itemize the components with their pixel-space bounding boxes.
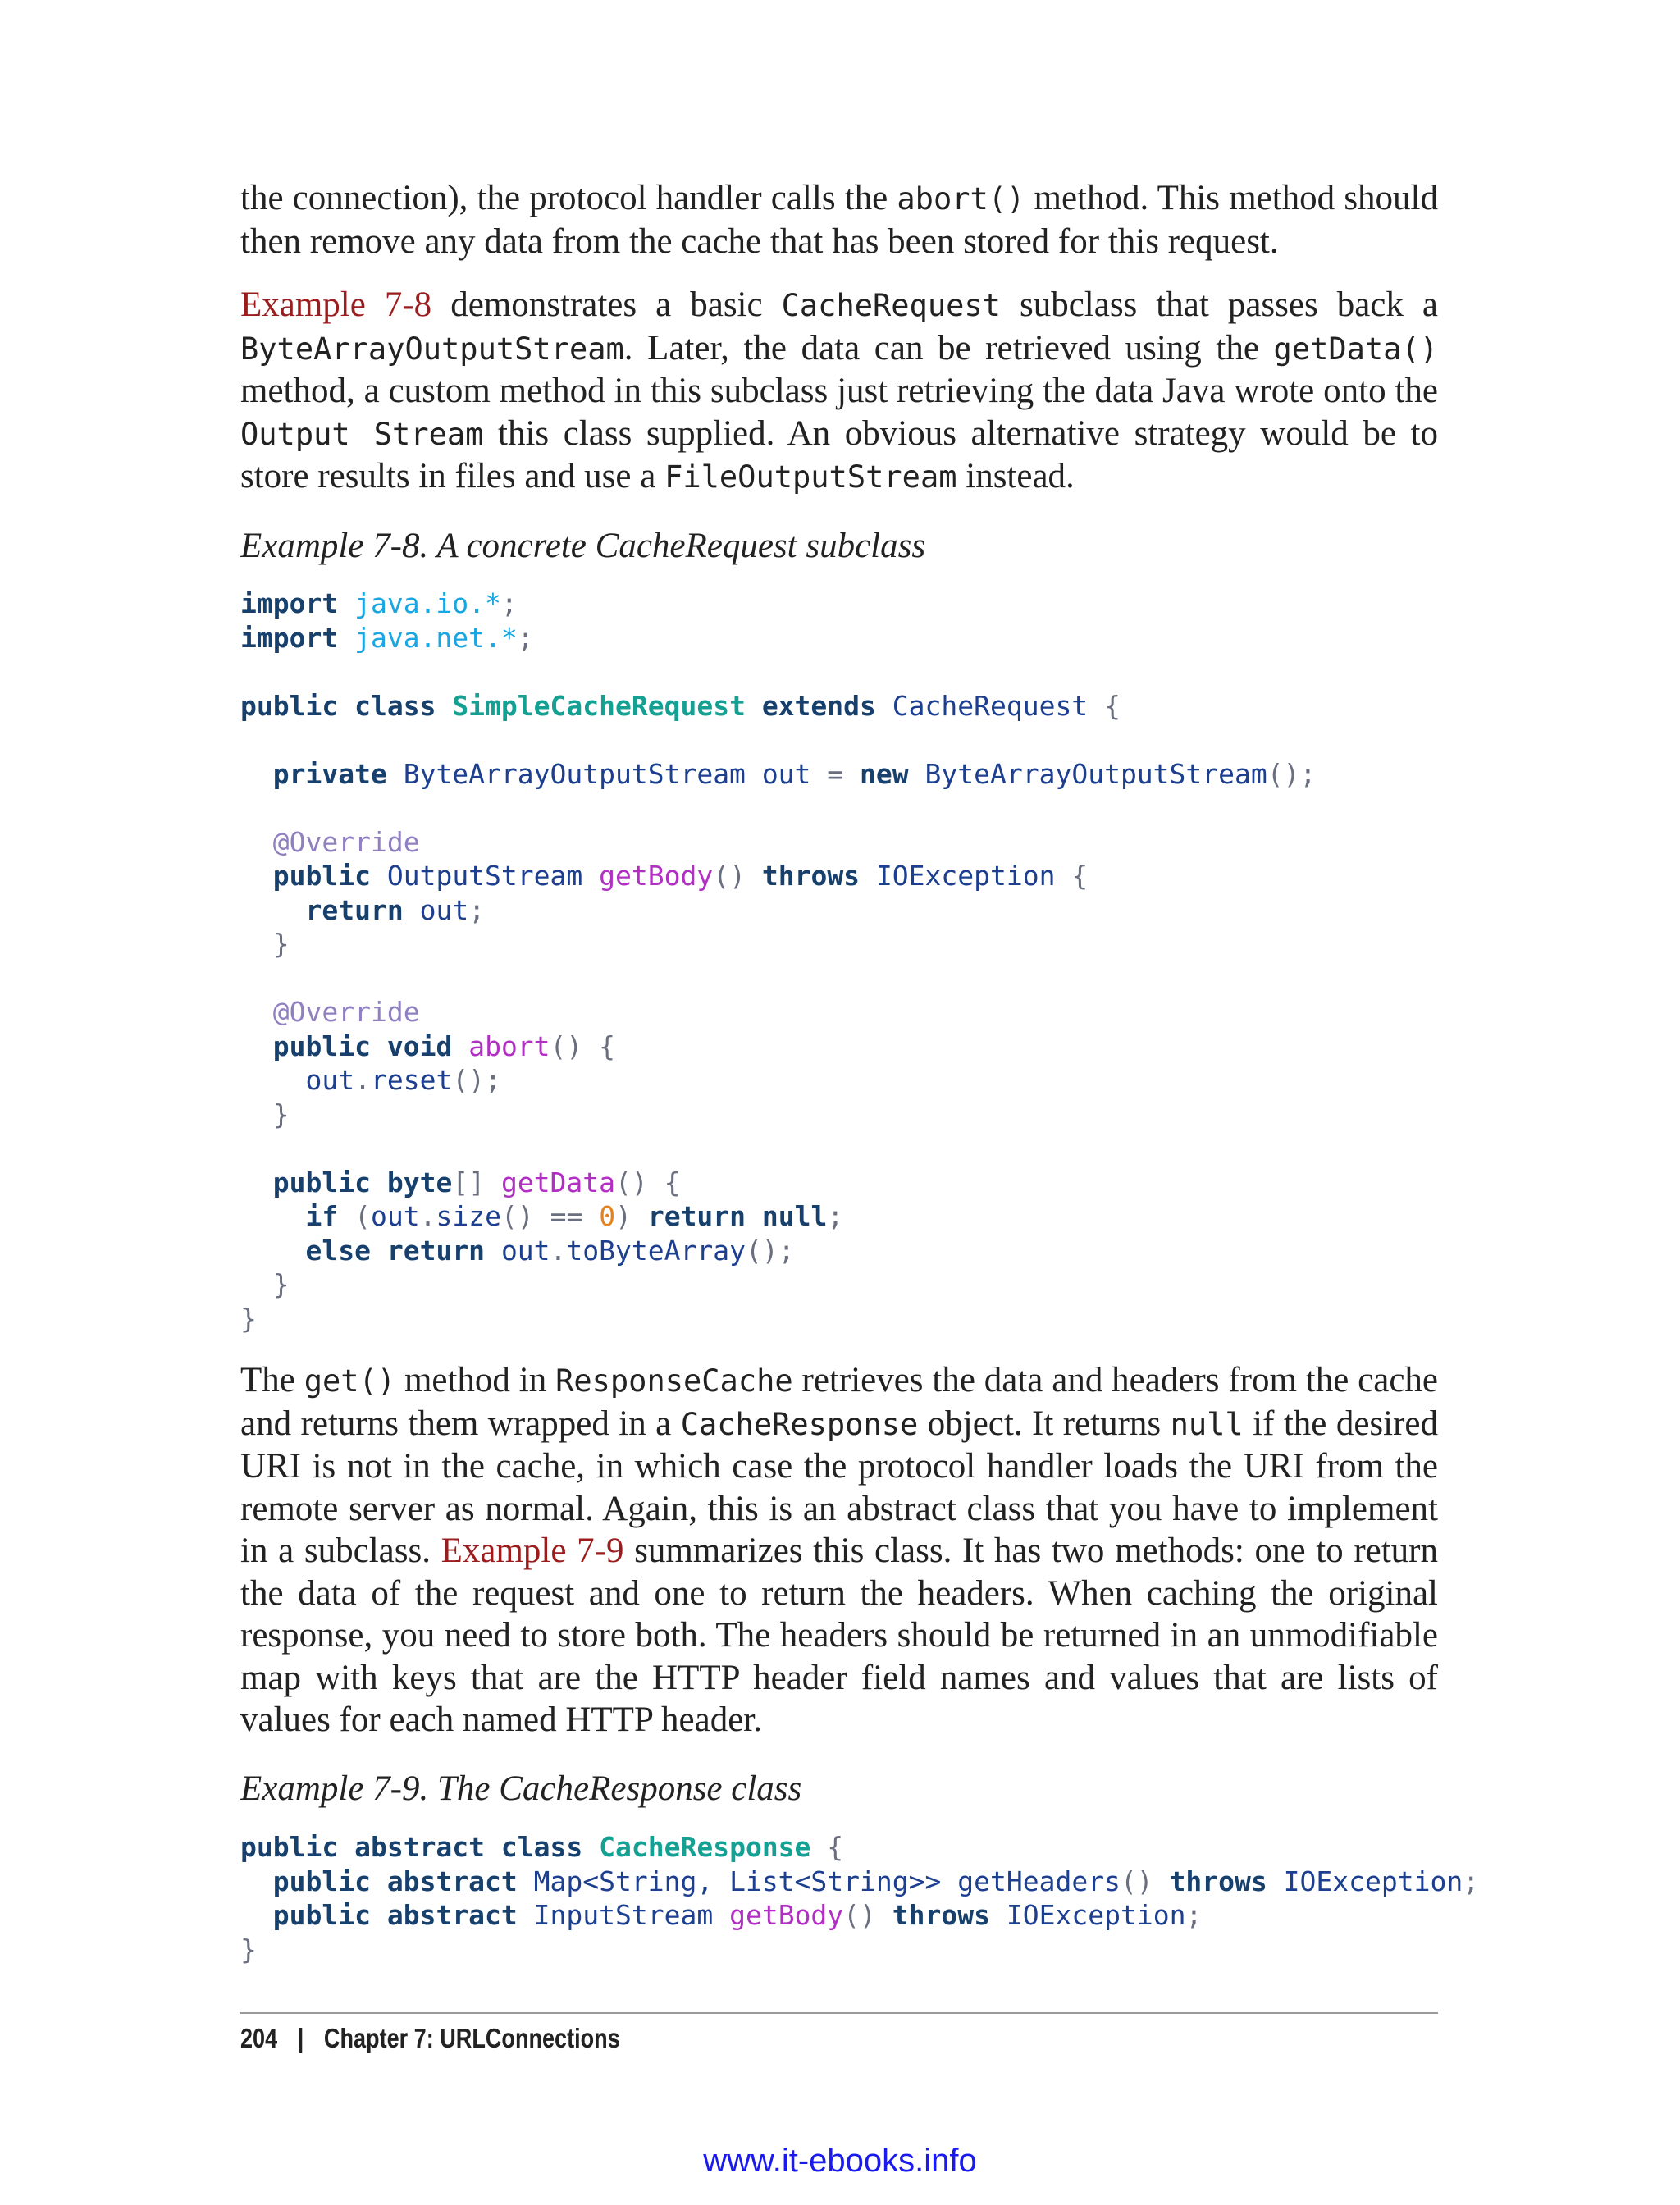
text: The [240,1361,304,1399]
text: this class supplied. An obvious alternative strategy would be to store results in files and use a [240,413,1438,495]
text: method, a custom method in this subclass just retrieving the data Java wrote onto the [240,372,1438,410]
text: object. It returns [918,1404,1171,1443]
code-token: if [305,1200,339,1232]
footer-divider [240,2012,1438,2014]
code-token: void [386,1029,453,1062]
code-token: import [240,621,339,654]
paragraph-abort-method [240,177,1438,262]
code-token: throws [892,1899,991,1931]
code-token: public [272,1166,371,1198]
code-token: java.net.* [354,621,518,654]
inline-code: get() [304,1363,396,1399]
text: the connection), the protocol handler calls the [240,179,897,217]
code-token: byte [386,1166,453,1198]
code-token: class [354,689,436,722]
code-token: CacheResponse [599,1831,811,1863]
code-token: public [272,860,371,892]
code-token: size [436,1200,501,1232]
code-token: else [305,1234,371,1267]
code-token: public [240,689,339,722]
code-token: public [272,1029,371,1062]
code-token: public [272,1865,371,1897]
code-token: abstract [386,1899,518,1931]
text: . Later, the data can be retrieved using the [623,328,1274,368]
text: method in [395,1361,556,1399]
inline-code: FileOutputStream [664,459,957,495]
code-token: OutputStream [386,860,583,892]
code-token: public [272,1899,371,1931]
code-token: throws [1169,1865,1267,1897]
code-token: @Override [272,996,420,1028]
inline-code: Output Stream [240,416,484,452]
code-token: out [500,1234,550,1267]
example-7-9-code: public abstract class CacheResponse { public abstract Map<String, List<String>> getHeaders() throws IOException; public abstract InputStream getBody() throws IOException; } [240,1831,1480,1965]
code-token: abstract [354,1831,486,1863]
code-token: out [419,893,469,926]
code-token: toByteArray [566,1234,746,1267]
code-token: out [370,1200,420,1232]
code-token: public [240,1831,339,1863]
page-number: 204 [240,2023,278,2053]
code-token: import [240,587,339,619]
example-7-8-link[interactable]: Example 7-8 [240,285,432,324]
page-footer [240,2023,620,2054]
code-token: SimpleCacheRequest [452,689,746,722]
code-token: getBody [729,1899,844,1931]
code-token: Map<String, List<String>> [533,1865,942,1897]
example-7-9-link[interactable]: Example 7-9 [441,1532,624,1570]
code-token: return [386,1234,486,1267]
code-token: class [500,1831,583,1863]
text: method. This method should then remove any data from the cache that has been stored for this request. [240,179,1438,261]
example-7-8-caption: Example 7-8. A concrete CacheRequest subclass [240,527,926,565]
text: instead. [956,457,1075,495]
text: retrieves the data and headers from the cache and returns them wrapped in a [240,1361,1438,1443]
paragraph-example-7-8-intro [240,284,1438,499]
code-token: reset [370,1064,453,1096]
inline-code: abort() [897,181,1025,217]
code-token: IOException [1283,1865,1463,1897]
code-token: ByteArrayOutputStream [403,757,746,790]
inline-code: null [1170,1406,1244,1442]
text: subclass that passes back a [1000,285,1438,324]
example-7-9-caption: Example 7-9. The CacheResponse class [240,1769,802,1808]
code-token: getHeaders [957,1865,1121,1897]
inline-code: CacheRequest [781,288,1001,323]
example-7-8-code: import java.io.*; import java.net.*; public class SimpleCacheRequest extends CacheRequest { private ByteArrayOutputStream out = new ByteArrayOutputStream(); @Override public OutputStream getBody() throws IOException { return out; } @Override public void abort() { out.reset(); } public byte[] getData() { if (out.size() == 0) return null; else return out.toByteArray(); } } [240,587,1317,1335]
code-token: 0 [599,1200,616,1232]
code-token: ByteArrayOutputStream [924,757,1267,790]
chapter-title: Chapter 7: URLConnections [323,2023,620,2053]
code-token: return [305,893,404,926]
code-token: throws [761,860,861,892]
code-token: null [761,1200,828,1232]
code-token: private [272,757,387,790]
text: summarizes this class. It has two methods: one to return the data of the request and one to return the headers. When caching the original response, you need to store both. The headers should be returned in an unmodifiable map with keys that are the HTTP header field names and values that are lists of values for each named HTTP header. [240,1532,1438,1739]
code-token: getData [500,1166,616,1198]
code-token: extends [761,689,876,722]
watermark-link[interactable]: www.it-ebooks.info [703,2143,977,2179]
code-token: return [647,1200,746,1232]
code-token: IOException [875,860,1056,892]
code-token: @Override [272,825,420,858]
footer-separator: | [297,2023,304,2053]
inline-code: CacheResponse [680,1406,919,1442]
code-token: java.io.* [354,587,501,619]
text: demonstrates a basic [431,285,782,324]
text: if the desired URI is not in the cache, in which case the protocol handler loads the URI from the remote server as normal. Again, this is an abstract class that you have to implement in a subclass. [240,1404,1438,1570]
code-token: CacheRequest [892,689,1089,722]
code-token: abstract [386,1865,518,1897]
code-token: abort [468,1029,550,1062]
code-token: InputStream [533,1899,714,1931]
inline-code: ResponseCache [555,1363,793,1399]
code-token: IOException [1006,1899,1186,1931]
inline-code: ByteArrayOutputStream [240,331,624,367]
code-token: new [860,757,909,790]
code-token: out [305,1064,355,1096]
code-token: out [761,757,811,790]
paragraph-cacheresponse [240,1359,1438,1742]
inline-code: getData() [1273,331,1438,367]
code-token: getBody [599,860,714,892]
